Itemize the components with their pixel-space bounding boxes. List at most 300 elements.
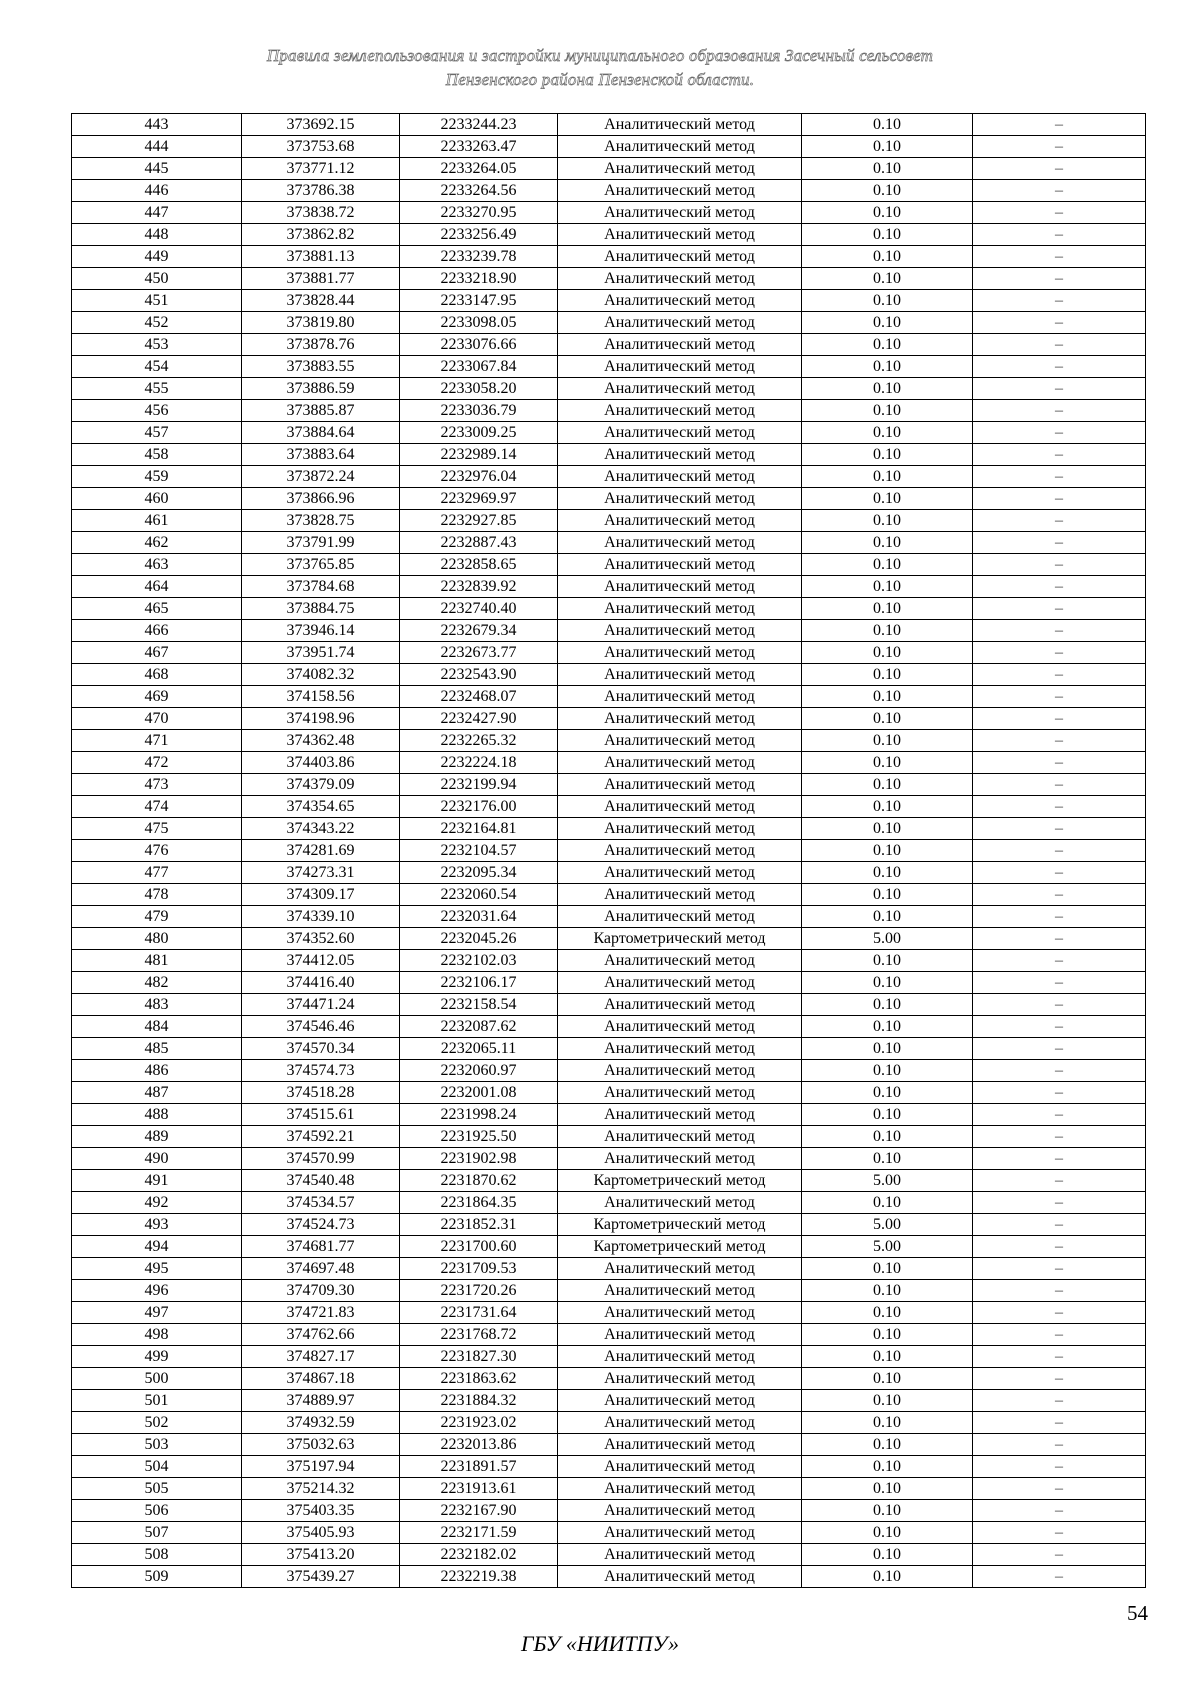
accuracy-cell: 0.10 bbox=[802, 510, 973, 532]
point-number-cell: 494 bbox=[72, 1236, 242, 1258]
table-row bbox=[72, 1368, 1146, 1390]
note-cell: – bbox=[973, 994, 1146, 1016]
running-header bbox=[0, 44, 1200, 92]
note-cell: – bbox=[973, 1346, 1146, 1368]
method-cell: Аналитический метод bbox=[558, 1280, 802, 1302]
note-cell: – bbox=[973, 1522, 1146, 1544]
accuracy-cell: 0.10 bbox=[802, 378, 973, 400]
method-cell: Аналитический метод bbox=[558, 620, 802, 642]
note-cell: – bbox=[973, 444, 1146, 466]
note-cell: – bbox=[973, 708, 1146, 730]
table-row bbox=[72, 994, 1146, 1016]
x-coordinate-cell: 373885.87 bbox=[242, 400, 400, 422]
note-cell: – bbox=[973, 1544, 1146, 1566]
x-coordinate-cell: 374697.48 bbox=[242, 1258, 400, 1280]
table-row bbox=[72, 796, 1146, 818]
note-cell: – bbox=[973, 554, 1146, 576]
y-coordinate-cell: 2232989.14 bbox=[400, 444, 558, 466]
point-number-cell: 465 bbox=[72, 598, 242, 620]
method-cell: Аналитический метод bbox=[558, 1302, 802, 1324]
point-number-cell: 484 bbox=[72, 1016, 242, 1038]
method-cell: Аналитический метод bbox=[558, 268, 802, 290]
method-cell: Аналитический метод bbox=[558, 642, 802, 664]
note-cell: – bbox=[973, 752, 1146, 774]
x-coordinate-cell: 374592.21 bbox=[242, 1126, 400, 1148]
point-number-cell: 505 bbox=[72, 1478, 242, 1500]
accuracy-cell: 0.10 bbox=[802, 1566, 973, 1588]
point-number-cell: 476 bbox=[72, 840, 242, 862]
method-cell: Аналитический метод bbox=[558, 136, 802, 158]
x-coordinate-cell: 374515.61 bbox=[242, 1104, 400, 1126]
point-number-cell: 466 bbox=[72, 620, 242, 642]
page-number: 54 bbox=[1127, 1601, 1148, 1625]
point-number-cell: 446 bbox=[72, 180, 242, 202]
accuracy-cell: 0.10 bbox=[802, 334, 973, 356]
method-cell: Аналитический метод bbox=[558, 554, 802, 576]
note-cell: – bbox=[973, 1170, 1146, 1192]
note-cell: – bbox=[973, 928, 1146, 950]
y-coordinate-cell: 2233239.78 bbox=[400, 246, 558, 268]
table-row bbox=[72, 1170, 1146, 1192]
note-cell: – bbox=[973, 466, 1146, 488]
note-cell: – bbox=[973, 224, 1146, 246]
note-cell: – bbox=[973, 334, 1146, 356]
note-cell: – bbox=[973, 730, 1146, 752]
table-row bbox=[72, 334, 1146, 356]
accuracy-cell: 5.00 bbox=[802, 928, 973, 950]
point-number-cell: 463 bbox=[72, 554, 242, 576]
accuracy-cell: 0.10 bbox=[802, 1544, 973, 1566]
table-row bbox=[72, 202, 1146, 224]
table-row bbox=[72, 1104, 1146, 1126]
note-cell: – bbox=[973, 642, 1146, 664]
method-cell: Аналитический метод bbox=[558, 1566, 802, 1588]
table-row bbox=[72, 862, 1146, 884]
table-row bbox=[72, 466, 1146, 488]
accuracy-cell: 0.10 bbox=[802, 466, 973, 488]
table-row bbox=[72, 1016, 1146, 1038]
method-cell: Картометрический метод bbox=[558, 1214, 802, 1236]
y-coordinate-cell: 2233098.05 bbox=[400, 312, 558, 334]
table-row bbox=[72, 180, 1146, 202]
table-row bbox=[72, 972, 1146, 994]
method-cell: Аналитический метод bbox=[558, 1038, 802, 1060]
accuracy-cell: 5.00 bbox=[802, 1214, 973, 1236]
header-line-2: Пензенского района Пензенской области. bbox=[445, 70, 755, 89]
x-coordinate-cell: 374721.83 bbox=[242, 1302, 400, 1324]
note-cell: – bbox=[973, 1258, 1146, 1280]
accuracy-cell: 0.10 bbox=[802, 422, 973, 444]
method-cell: Аналитический метод bbox=[558, 730, 802, 752]
method-cell: Аналитический метод bbox=[558, 1192, 802, 1214]
method-cell: Аналитический метод bbox=[558, 708, 802, 730]
table-row bbox=[72, 1500, 1146, 1522]
y-coordinate-cell: 2232224.18 bbox=[400, 752, 558, 774]
point-number-cell: 498 bbox=[72, 1324, 242, 1346]
x-coordinate-cell: 374379.09 bbox=[242, 774, 400, 796]
x-coordinate-cell: 374524.73 bbox=[242, 1214, 400, 1236]
accuracy-cell: 0.10 bbox=[802, 906, 973, 928]
x-coordinate-cell: 373828.75 bbox=[242, 510, 400, 532]
note-cell: – bbox=[973, 972, 1146, 994]
x-coordinate-cell: 373791.99 bbox=[242, 532, 400, 554]
method-cell: Аналитический метод bbox=[558, 246, 802, 268]
y-coordinate-cell: 2232265.32 bbox=[400, 730, 558, 752]
accuracy-cell: 0.10 bbox=[802, 598, 973, 620]
x-coordinate-cell: 374343.22 bbox=[242, 818, 400, 840]
note-cell: – bbox=[973, 1478, 1146, 1500]
table-row bbox=[72, 158, 1146, 180]
y-coordinate-cell: 2231998.24 bbox=[400, 1104, 558, 1126]
accuracy-cell: 0.10 bbox=[802, 136, 973, 158]
note-cell: – bbox=[973, 1104, 1146, 1126]
method-cell: Картометрический метод bbox=[558, 1236, 802, 1258]
table-row bbox=[72, 774, 1146, 796]
note-cell: – bbox=[973, 950, 1146, 972]
method-cell: Аналитический метод bbox=[558, 840, 802, 862]
method-cell: Аналитический метод bbox=[558, 466, 802, 488]
accuracy-cell: 0.10 bbox=[802, 1302, 973, 1324]
y-coordinate-cell: 2232858.65 bbox=[400, 554, 558, 576]
y-coordinate-cell: 2232060.54 bbox=[400, 884, 558, 906]
method-cell: Аналитический метод bbox=[558, 1522, 802, 1544]
y-coordinate-cell: 2233218.90 bbox=[400, 268, 558, 290]
accuracy-cell: 0.10 bbox=[802, 356, 973, 378]
table-row bbox=[72, 1280, 1146, 1302]
point-number-cell: 459 bbox=[72, 466, 242, 488]
point-number-cell: 492 bbox=[72, 1192, 242, 1214]
note-cell: – bbox=[973, 576, 1146, 598]
table-row bbox=[72, 708, 1146, 730]
point-number-cell: 451 bbox=[72, 290, 242, 312]
point-number-cell: 495 bbox=[72, 1258, 242, 1280]
method-cell: Аналитический метод bbox=[558, 1148, 802, 1170]
y-coordinate-cell: 2233036.79 bbox=[400, 400, 558, 422]
accuracy-cell: 0.10 bbox=[802, 1082, 973, 1104]
x-coordinate-cell: 373786.38 bbox=[242, 180, 400, 202]
table-row bbox=[72, 620, 1146, 642]
y-coordinate-cell: 2232969.97 bbox=[400, 488, 558, 510]
y-coordinate-cell: 2232927.85 bbox=[400, 510, 558, 532]
y-coordinate-cell: 2231870.62 bbox=[400, 1170, 558, 1192]
x-coordinate-cell: 374932.59 bbox=[242, 1412, 400, 1434]
accuracy-cell: 0.10 bbox=[802, 1368, 973, 1390]
method-cell: Аналитический метод bbox=[558, 1346, 802, 1368]
x-coordinate-cell: 373753.68 bbox=[242, 136, 400, 158]
method-cell: Аналитический метод bbox=[558, 180, 802, 202]
note-cell: – bbox=[973, 158, 1146, 180]
accuracy-cell: 0.10 bbox=[802, 246, 973, 268]
x-coordinate-cell: 373946.14 bbox=[242, 620, 400, 642]
x-coordinate-cell: 374546.46 bbox=[242, 1016, 400, 1038]
accuracy-cell: 0.10 bbox=[802, 1324, 973, 1346]
accuracy-cell: 0.10 bbox=[802, 1104, 973, 1126]
table-row bbox=[72, 818, 1146, 840]
point-number-cell: 483 bbox=[72, 994, 242, 1016]
accuracy-cell: 0.10 bbox=[802, 400, 973, 422]
point-number-cell: 491 bbox=[72, 1170, 242, 1192]
x-coordinate-cell: 373838.72 bbox=[242, 202, 400, 224]
note-cell: – bbox=[973, 202, 1146, 224]
note-cell: – bbox=[973, 818, 1146, 840]
point-number-cell: 500 bbox=[72, 1368, 242, 1390]
table-row bbox=[72, 950, 1146, 972]
y-coordinate-cell: 2232158.54 bbox=[400, 994, 558, 1016]
note-cell: – bbox=[973, 1412, 1146, 1434]
table-row bbox=[72, 1544, 1146, 1566]
x-coordinate-cell: 374309.17 bbox=[242, 884, 400, 906]
note-cell: – bbox=[973, 664, 1146, 686]
y-coordinate-cell: 2232031.64 bbox=[400, 906, 558, 928]
point-number-cell: 493 bbox=[72, 1214, 242, 1236]
method-cell: Аналитический метод bbox=[558, 532, 802, 554]
note-cell: – bbox=[973, 774, 1146, 796]
x-coordinate-cell: 374471.24 bbox=[242, 994, 400, 1016]
method-cell: Аналитический метод bbox=[558, 994, 802, 1016]
accuracy-cell: 0.10 bbox=[802, 202, 973, 224]
accuracy-cell: 0.10 bbox=[802, 554, 973, 576]
table-row bbox=[72, 224, 1146, 246]
point-number-cell: 462 bbox=[72, 532, 242, 554]
accuracy-cell: 0.10 bbox=[802, 1280, 973, 1302]
y-coordinate-cell: 2232839.92 bbox=[400, 576, 558, 598]
y-coordinate-cell: 2231827.30 bbox=[400, 1346, 558, 1368]
point-number-cell: 468 bbox=[72, 664, 242, 686]
y-coordinate-cell: 2231720.26 bbox=[400, 1280, 558, 1302]
point-number-cell: 502 bbox=[72, 1412, 242, 1434]
y-coordinate-cell: 2233264.56 bbox=[400, 180, 558, 202]
y-coordinate-cell: 2232045.26 bbox=[400, 928, 558, 950]
method-cell: Картометрический метод bbox=[558, 928, 802, 950]
accuracy-cell: 0.10 bbox=[802, 488, 973, 510]
x-coordinate-cell: 373878.76 bbox=[242, 334, 400, 356]
x-coordinate-cell: 373771.12 bbox=[242, 158, 400, 180]
method-cell: Аналитический метод bbox=[558, 576, 802, 598]
x-coordinate-cell: 374827.17 bbox=[242, 1346, 400, 1368]
point-number-cell: 458 bbox=[72, 444, 242, 466]
method-cell: Аналитический метод bbox=[558, 686, 802, 708]
table-row bbox=[72, 840, 1146, 862]
point-number-cell: 481 bbox=[72, 950, 242, 972]
method-cell: Аналитический метод bbox=[558, 862, 802, 884]
point-number-cell: 450 bbox=[72, 268, 242, 290]
y-coordinate-cell: 2233009.25 bbox=[400, 422, 558, 444]
y-coordinate-cell: 2231902.98 bbox=[400, 1148, 558, 1170]
note-cell: – bbox=[973, 1214, 1146, 1236]
table-row bbox=[72, 532, 1146, 554]
y-coordinate-cell: 2232104.57 bbox=[400, 840, 558, 862]
x-coordinate-cell: 373784.68 bbox=[242, 576, 400, 598]
x-coordinate-cell: 373884.64 bbox=[242, 422, 400, 444]
x-coordinate-cell: 375439.27 bbox=[242, 1566, 400, 1588]
y-coordinate-cell: 2232427.90 bbox=[400, 708, 558, 730]
x-coordinate-cell: 373886.59 bbox=[242, 378, 400, 400]
coordinates-table-body bbox=[72, 114, 1146, 1588]
x-coordinate-cell: 374570.34 bbox=[242, 1038, 400, 1060]
y-coordinate-cell: 2232976.04 bbox=[400, 466, 558, 488]
point-number-cell: 479 bbox=[72, 906, 242, 928]
point-number-cell: 504 bbox=[72, 1456, 242, 1478]
point-number-cell: 490 bbox=[72, 1148, 242, 1170]
accuracy-cell: 0.10 bbox=[802, 796, 973, 818]
accuracy-cell: 0.10 bbox=[802, 774, 973, 796]
accuracy-cell: 0.10 bbox=[802, 1126, 973, 1148]
y-coordinate-cell: 2232679.34 bbox=[400, 620, 558, 642]
method-cell: Аналитический метод bbox=[558, 1104, 802, 1126]
table-row bbox=[72, 268, 1146, 290]
y-coordinate-cell: 2232171.59 bbox=[400, 1522, 558, 1544]
method-cell: Аналитический метод bbox=[558, 1368, 802, 1390]
accuracy-cell: 0.10 bbox=[802, 1478, 973, 1500]
x-coordinate-cell: 374158.56 bbox=[242, 686, 400, 708]
note-cell: – bbox=[973, 1060, 1146, 1082]
y-coordinate-cell: 2233067.84 bbox=[400, 356, 558, 378]
accuracy-cell: 0.10 bbox=[802, 620, 973, 642]
y-coordinate-cell: 2232060.97 bbox=[400, 1060, 558, 1082]
y-coordinate-cell: 2231731.64 bbox=[400, 1302, 558, 1324]
note-cell: – bbox=[973, 290, 1146, 312]
accuracy-cell: 0.10 bbox=[802, 1346, 973, 1368]
note-cell: – bbox=[973, 532, 1146, 554]
note-cell: – bbox=[973, 1390, 1146, 1412]
note-cell: – bbox=[973, 1192, 1146, 1214]
point-number-cell: 488 bbox=[72, 1104, 242, 1126]
point-number-cell: 448 bbox=[72, 224, 242, 246]
note-cell: – bbox=[973, 796, 1146, 818]
note-cell: – bbox=[973, 1126, 1146, 1148]
y-coordinate-cell: 2233147.95 bbox=[400, 290, 558, 312]
note-cell: – bbox=[973, 136, 1146, 158]
point-number-cell: 457 bbox=[72, 422, 242, 444]
note-cell: – bbox=[973, 620, 1146, 642]
page-footer: ГБУ «НИИТПУ» bbox=[520, 1631, 680, 1656]
y-coordinate-cell: 2231925.50 bbox=[400, 1126, 558, 1148]
x-coordinate-cell: 374403.86 bbox=[242, 752, 400, 774]
y-coordinate-cell: 2231709.53 bbox=[400, 1258, 558, 1280]
method-cell: Аналитический метод bbox=[558, 158, 802, 180]
accuracy-cell: 0.10 bbox=[802, 994, 973, 1016]
point-number-cell: 445 bbox=[72, 158, 242, 180]
point-number-cell: 496 bbox=[72, 1280, 242, 1302]
note-cell: – bbox=[973, 884, 1146, 906]
x-coordinate-cell: 374339.10 bbox=[242, 906, 400, 928]
method-cell: Аналитический метод bbox=[558, 224, 802, 246]
table-row bbox=[72, 444, 1146, 466]
accuracy-cell: 0.10 bbox=[802, 1060, 973, 1082]
point-number-cell: 447 bbox=[72, 202, 242, 224]
point-number-cell: 474 bbox=[72, 796, 242, 818]
method-cell: Аналитический метод bbox=[558, 202, 802, 224]
point-number-cell: 478 bbox=[72, 884, 242, 906]
x-coordinate-cell: 374352.60 bbox=[242, 928, 400, 950]
table-row bbox=[72, 1566, 1146, 1588]
note-cell: – bbox=[973, 378, 1146, 400]
accuracy-cell: 0.10 bbox=[802, 114, 973, 136]
method-cell: Аналитический метод bbox=[558, 664, 802, 686]
note-cell: – bbox=[973, 686, 1146, 708]
x-coordinate-cell: 374281.69 bbox=[242, 840, 400, 862]
method-cell: Аналитический метод bbox=[558, 752, 802, 774]
method-cell: Аналитический метод bbox=[558, 444, 802, 466]
method-cell: Аналитический метод bbox=[558, 1544, 802, 1566]
table-row bbox=[72, 686, 1146, 708]
y-coordinate-cell: 2231700.60 bbox=[400, 1236, 558, 1258]
point-number-cell: 470 bbox=[72, 708, 242, 730]
point-number-cell: 454 bbox=[72, 356, 242, 378]
note-cell: – bbox=[973, 1302, 1146, 1324]
y-coordinate-cell: 2231852.31 bbox=[400, 1214, 558, 1236]
method-cell: Аналитический метод bbox=[558, 312, 802, 334]
note-cell: – bbox=[973, 268, 1146, 290]
table-row bbox=[72, 1214, 1146, 1236]
table-row bbox=[72, 1258, 1146, 1280]
table-row bbox=[72, 1236, 1146, 1258]
note-cell: – bbox=[973, 862, 1146, 884]
table-row bbox=[72, 1192, 1146, 1214]
y-coordinate-cell: 2232167.90 bbox=[400, 1500, 558, 1522]
y-coordinate-cell: 2233256.49 bbox=[400, 224, 558, 246]
point-number-cell: 467 bbox=[72, 642, 242, 664]
accuracy-cell: 0.10 bbox=[802, 664, 973, 686]
x-coordinate-cell: 374198.96 bbox=[242, 708, 400, 730]
accuracy-cell: 0.10 bbox=[802, 840, 973, 862]
note-cell: – bbox=[973, 356, 1146, 378]
method-cell: Аналитический метод bbox=[558, 1082, 802, 1104]
table-row bbox=[72, 312, 1146, 334]
x-coordinate-cell: 373862.82 bbox=[242, 224, 400, 246]
method-cell: Аналитический метод bbox=[558, 422, 802, 444]
note-cell: – bbox=[973, 1500, 1146, 1522]
method-cell: Аналитический метод bbox=[558, 1258, 802, 1280]
x-coordinate-cell: 373883.55 bbox=[242, 356, 400, 378]
method-cell: Аналитический метод bbox=[558, 884, 802, 906]
table-row bbox=[72, 1082, 1146, 1104]
method-cell: Аналитический метод bbox=[558, 488, 802, 510]
accuracy-cell: 0.10 bbox=[802, 576, 973, 598]
point-number-cell: 477 bbox=[72, 862, 242, 884]
y-coordinate-cell: 2232013.86 bbox=[400, 1434, 558, 1456]
accuracy-cell: 0.10 bbox=[802, 730, 973, 752]
y-coordinate-cell: 2231884.32 bbox=[400, 1390, 558, 1412]
accuracy-cell: 0.10 bbox=[802, 532, 973, 554]
method-cell: Аналитический метод bbox=[558, 1434, 802, 1456]
table-row bbox=[72, 378, 1146, 400]
accuracy-cell: 0.10 bbox=[802, 752, 973, 774]
accuracy-cell: 0.10 bbox=[802, 312, 973, 334]
y-coordinate-cell: 2231913.61 bbox=[400, 1478, 558, 1500]
x-coordinate-cell: 374362.48 bbox=[242, 730, 400, 752]
x-coordinate-cell: 373881.13 bbox=[242, 246, 400, 268]
y-coordinate-cell: 2232176.00 bbox=[400, 796, 558, 818]
table-row bbox=[72, 1412, 1146, 1434]
y-coordinate-cell: 2231863.62 bbox=[400, 1368, 558, 1390]
y-coordinate-cell: 2232199.94 bbox=[400, 774, 558, 796]
note-cell: – bbox=[973, 1038, 1146, 1060]
y-coordinate-cell: 2232001.08 bbox=[400, 1082, 558, 1104]
accuracy-cell: 0.10 bbox=[802, 1390, 973, 1412]
x-coordinate-cell: 374412.05 bbox=[242, 950, 400, 972]
accuracy-cell: 5.00 bbox=[802, 1236, 973, 1258]
table-row bbox=[72, 1302, 1146, 1324]
accuracy-cell: 0.10 bbox=[802, 1258, 973, 1280]
x-coordinate-cell: 373884.75 bbox=[242, 598, 400, 620]
x-coordinate-cell: 374540.48 bbox=[242, 1170, 400, 1192]
point-number-cell: 449 bbox=[72, 246, 242, 268]
header-line-1: Правила землепользования и застройки муниципального образования Засечный сельсовет bbox=[266, 46, 934, 65]
x-coordinate-cell: 374082.32 bbox=[242, 664, 400, 686]
note-cell: – bbox=[973, 1324, 1146, 1346]
accuracy-cell: 0.10 bbox=[802, 158, 973, 180]
